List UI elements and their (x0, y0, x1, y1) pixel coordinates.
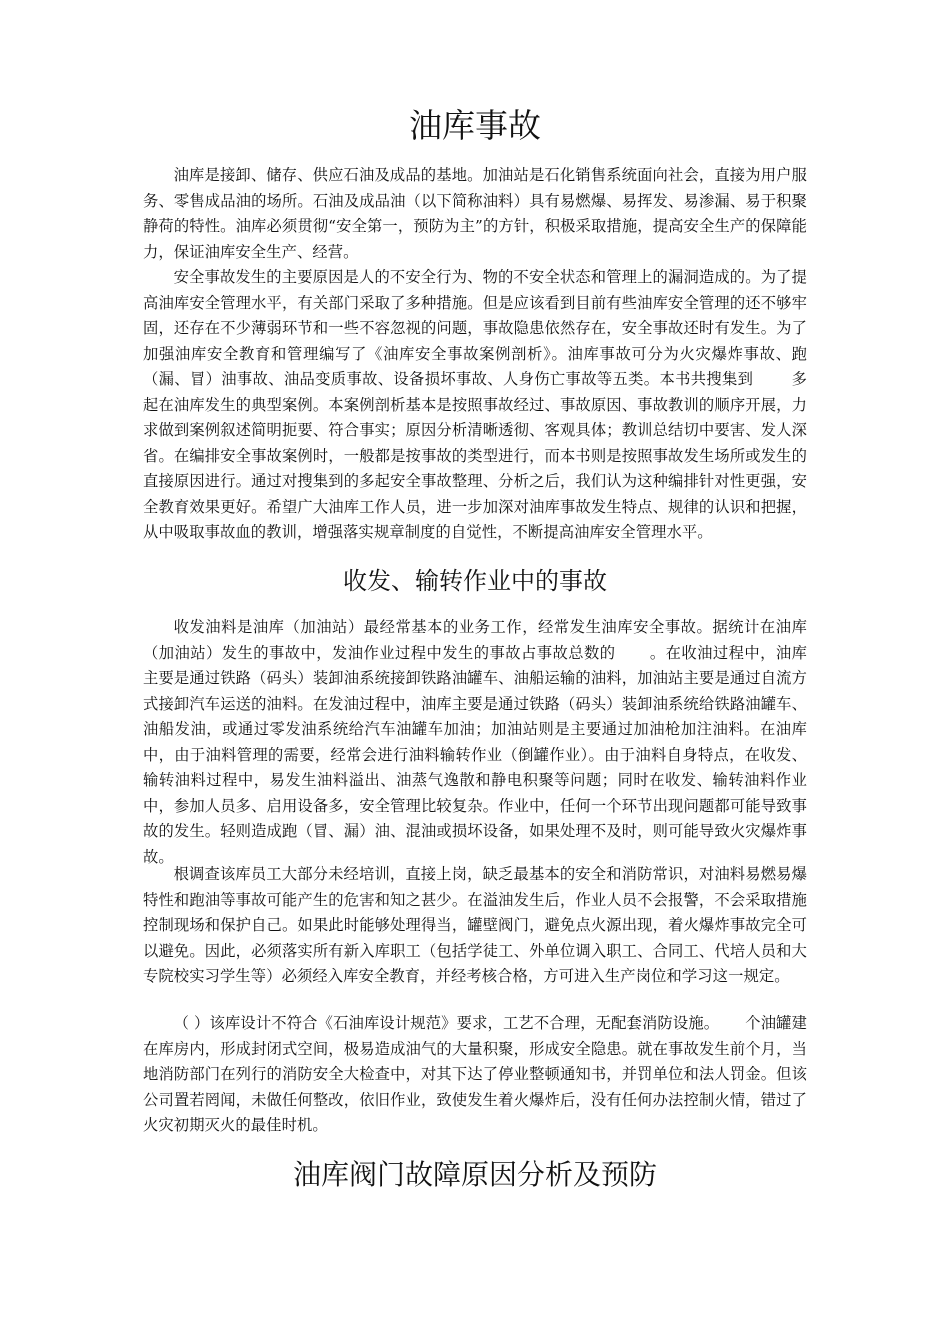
causes-paragraph-part1: 安全事故发生的主要原因是人的不安全行为、物的不安全状态和管理上的漏洞造成的。为了提高油库安全管理水平，有关部门采取了多种措施。但是应该看到目前有些油库安全管理的还不够牢固，还存在不少薄弱环节和一些不容忽视的问题，事故隐患依然存在，安全事故还时有发生。为了加强油库安全教育和管理编写了《油库安全事故案例剖析》。油库事故可分为火灾爆炸事故、跑（漏、冒）油事故、油品变质事故、设备损坏事故、人身伤亡事故等五类。本书共搜集到 (143, 268, 807, 388)
design-paragraph-part1: （ ）该库设计不符合《石油库设计规范》要求，工艺不合理，无配套消防设施。 (173, 1014, 720, 1032)
transfer-paragraph-part2: 。在收油过程中，油库主要是通过铁路（码头）装卸油系统接卸铁路油罐车、油船运输的油料，加油站主要是通过自流方式接卸汽车运送的油料。在发油过程中，油库主要是通过铁路（码头）装卸油系统给铁路油罐车、油船发油，或通过零发油系统给汽车油罐车加油；加油站则是主要通过加油枪加注油料。在油库中，由于油料管理的需要，经常会进行油料输转作业（倒罐作业）。由于油料自身特点，在收发、输转油料过程中，易发生油料溢出、油蒸气逸散和静电积聚等问题；同时在收发、输转油料作业中，参加人员多、启用设备多，安全管理比较复杂。作业中，任何一个环节出现问题都可能导致事故的发生。轻则造成跑（冒、漏）油、混油或损坏设备，如果处理不及时，则可能导致火灾爆炸事故。 (143, 643, 807, 866)
document-title: 油库事故 (409, 106, 541, 145)
design-paragraph (143, 1011, 807, 1139)
transfer-paragraph (143, 615, 807, 870)
section-title-valve: 油库阀门故障原因分析及预防 (292, 1158, 657, 1191)
causes-paragraph-part2: 多起在油库发生的典型案例。本案例剖析基本是按照事故经过、事故原因、事故教训的顺序开展，力求做到案例叙述简明扼要、符合事实；原因分析清晰透彻、客观具体；教训总结切中要害、发人深省。在编排安全事故案例时，一般都是按事故的类型进行，而本书则是按照事故发生场所或发生的直接原因进行。通过对搜集到的多起安全事故整理、分析之后，我们认为这种编排针对性更强，安全教育效果更好。希望广大油库工作人员，进一步加深对油库事故发生特点、规律的认识和把握，从中吸取事故血的教训，增强落实规章制度的自觉性，不断提高油库安全管理水平。 (143, 370, 807, 541)
design-paragraph-part2: 个油罐建在库房内，形成封闭式空间，极易造成油气的大量积聚，形成安全隐患。就在事故发生前个月，当地消防部门在列行的消防安全大检查中，对其下达了停业整顿通知书，并罚单位和法人罚金。但该公司置若罔闻，未做任何整改，依旧作业，致使发生着火爆炸后，没有任何办法控制火情，错过了火灾初期灭火的最佳时机。 (143, 1014, 808, 1134)
transfer-paragraph-part1: 收发油料是油库（加油站）最经常基本的业务工作，经常发生油库安全事故。据统计在油库（加油站）发生的事故中，发油作业过程中发生的事故占事故总数的 (143, 618, 807, 662)
section-title-transfer: 收发、输转作业中的事故 (343, 567, 607, 595)
intro-paragraph: 油库是接卸、储存、供应石油及成品的基地。加油站是石化销售系统面向社会，直接为用户服务、零售成品油的场所。石油及成品油（以下简称油料）具有易燃爆、易挥发、易渗漏、易于积聚静荷的特性。油库必须贯彻“安全第一，预防为主”的方针，积极采取措施，提高安全生产的保障能力，保证油库安全生产、经营。 (143, 166, 807, 261)
training-paragraph: 根调查该库员工大部分未经培训，直接上岗，缺乏最基本的安全和消防常识，对油料易燃易爆特性和跑油等事故可能产生的危害和知之甚少。在溢油发生后，作业人员不会报警，不会采取措施控制现场和保护自己。如果此时能够处理得当，罐壁阀门，避免点火源出现，着火爆炸事故完全可以避免。因此，必须落实所有新入库职工（包括学徒工、外单位调入职工、合同工、代培人员和大专院校实习学生等）必须经入库安全教育，并经考核合格，方可进入生产岗位和学习这一规定。 (143, 865, 807, 985)
causes-paragraph (143, 265, 807, 546)
